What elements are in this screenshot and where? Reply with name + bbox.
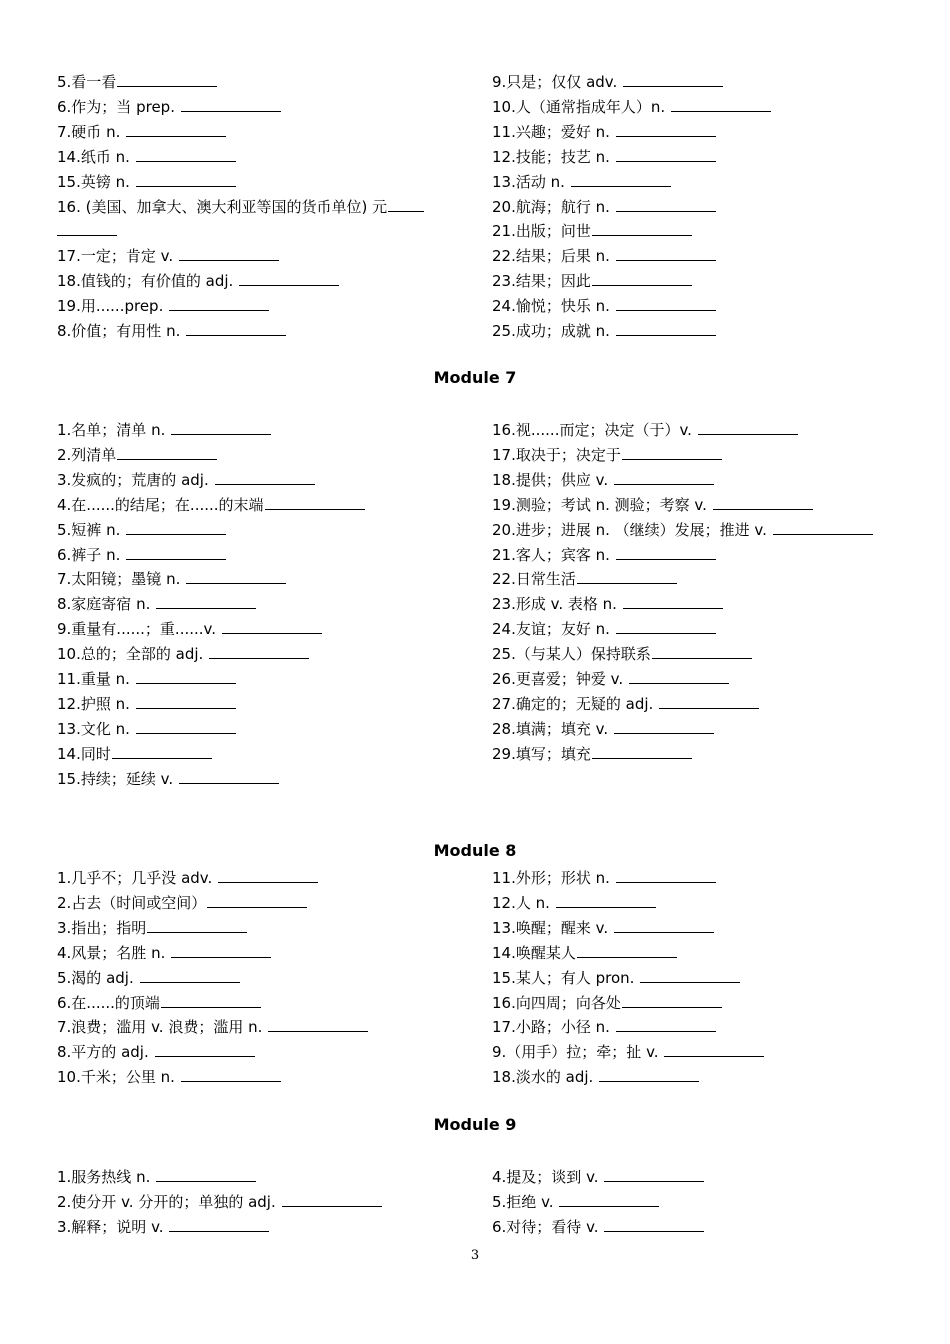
answer-blank[interactable] xyxy=(136,693,236,709)
vocab-item: 20.进步；进展 n. （继续）发展；推进 v. xyxy=(492,518,932,543)
answer-blank[interactable] xyxy=(265,494,365,510)
answer-blank[interactable] xyxy=(577,942,677,958)
vocab-item-continuation xyxy=(57,219,467,244)
answer-blank[interactable] xyxy=(112,743,212,759)
answer-blank[interactable] xyxy=(218,867,318,883)
answer-blank[interactable] xyxy=(571,171,671,187)
answer-blank[interactable] xyxy=(179,245,279,261)
vocab-item: 5.短裤 n. xyxy=(57,518,467,543)
answer-blank[interactable] xyxy=(126,544,226,560)
vocab-item: 12.护照 n. xyxy=(57,692,467,717)
module-9-left-column xyxy=(57,1165,467,1240)
answer-blank[interactable] xyxy=(698,419,798,435)
vocab-item: 29.填写；填充 xyxy=(492,742,932,767)
answer-blank[interactable] xyxy=(616,295,716,311)
vocab-item: 17.小路；小径 n. xyxy=(492,1015,932,1040)
top-section-right-column xyxy=(492,70,932,344)
answer-blank[interactable] xyxy=(171,419,271,435)
answer-blank[interactable] xyxy=(629,668,729,684)
answer-blank[interactable] xyxy=(623,593,723,609)
answer-blank[interactable] xyxy=(616,146,716,162)
vocab-item: 9.只是；仅仅 adv. xyxy=(492,70,932,95)
vocab-item: 5.拒绝 v. xyxy=(492,1190,932,1215)
answer-blank[interactable] xyxy=(179,768,279,784)
vocab-item: 1.服务热线 n. xyxy=(57,1165,467,1190)
module-8-right-column xyxy=(492,866,932,1090)
answer-blank[interactable] xyxy=(604,1166,704,1182)
vocab-item: 7.硬币 n. xyxy=(57,120,467,145)
vocab-item: 5.看一看 xyxy=(57,70,467,95)
answer-blank[interactable] xyxy=(592,743,692,759)
vocab-item: 15.持续；延续 v. xyxy=(57,767,467,792)
vocab-item: 13.文化 n. xyxy=(57,717,467,742)
answer-blank[interactable] xyxy=(136,668,236,684)
module-9-title: Module 9 xyxy=(433,1115,517,1134)
answer-blank[interactable] xyxy=(140,967,240,983)
vocab-item: 25.成功；成就 n. xyxy=(492,319,932,344)
vocab-item: 28.填满；填充 v. xyxy=(492,717,932,742)
answer-blank[interactable] xyxy=(209,643,309,659)
answer-blank[interactable] xyxy=(599,1066,699,1082)
answer-blank[interactable] xyxy=(773,519,873,535)
answer-blank[interactable] xyxy=(136,718,236,734)
vocab-item: 9.（用手）拉；牵；扯 v. xyxy=(492,1040,932,1065)
answer-blank[interactable] xyxy=(161,992,261,1008)
vocab-item: 12.技能；技艺 n. xyxy=(492,145,932,170)
answer-blank[interactable] xyxy=(664,1041,764,1057)
vocab-item: 20.航海；航行 n. xyxy=(492,195,932,220)
module-8-title: Module 8 xyxy=(433,841,517,860)
vocab-item: 21.客人；宾客 n. xyxy=(492,543,932,568)
module-7-title: Module 7 xyxy=(433,368,517,387)
answer-blank[interactable] xyxy=(616,196,716,212)
answer-blank[interactable] xyxy=(616,320,716,336)
answer-blank[interactable] xyxy=(604,1216,704,1232)
answer-blank[interactable] xyxy=(222,618,322,634)
vocab-item: 2.使分开 v. 分开的；单独的 adj. xyxy=(57,1190,467,1215)
vocab-item: 14.唤醒某人 xyxy=(492,941,932,966)
answer-blank[interactable] xyxy=(207,892,307,908)
vocab-item: 4.提及；谈到 v. xyxy=(492,1165,932,1190)
vocab-item: 19.测验；考试 n. 测验；考察 v. xyxy=(492,493,932,518)
vocab-item: 7.浪费；滥用 v. 浪费；滥用 n. xyxy=(57,1015,467,1040)
module-8-left-column xyxy=(57,866,467,1090)
answer-blank[interactable] xyxy=(623,71,723,87)
answer-blank[interactable] xyxy=(671,96,771,112)
answer-blank[interactable] xyxy=(640,967,740,983)
vocab-item: 1.几乎不；几乎没 adv. xyxy=(57,866,467,891)
answer-blank[interactable] xyxy=(614,469,714,485)
answer-blank[interactable] xyxy=(126,121,226,137)
vocab-item: 6.裤子 n. xyxy=(57,543,467,568)
answer-blank[interactable] xyxy=(171,942,271,958)
answer-blank[interactable] xyxy=(268,1016,368,1032)
vocab-item: 6.在......的顶端 xyxy=(57,991,467,1016)
vocab-item: 15.某人；有人 pron. xyxy=(492,966,932,991)
module-7-left-column xyxy=(57,418,467,792)
vocab-item: 8.平方的 adj. xyxy=(57,1040,467,1065)
answer-blank[interactable] xyxy=(181,96,281,112)
vocab-item: 8.家庭寄宿 n. xyxy=(57,592,467,617)
vocab-item: 23.形成 v. 表格 n. xyxy=(492,592,932,617)
answer-blank[interactable] xyxy=(616,867,716,883)
answer-blank[interactable] xyxy=(186,320,286,336)
vocab-item: 10.总的；全部的 adj. xyxy=(57,642,467,667)
answer-blank[interactable] xyxy=(616,245,716,261)
vocab-item: 18.值钱的；有价值的 adj. xyxy=(57,269,467,294)
answer-blank[interactable] xyxy=(616,121,716,137)
vocab-item: 17.取决于；决定于 xyxy=(492,443,932,468)
answer-blank[interactable] xyxy=(388,196,424,212)
answer-blank[interactable] xyxy=(616,544,716,560)
vocab-item: 3.解释；说明 v. xyxy=(57,1215,467,1240)
vocab-item: 19.用......prep. xyxy=(57,294,467,319)
vocab-item: 14.纸币 n. xyxy=(57,145,467,170)
answer-blank[interactable] xyxy=(282,1191,382,1207)
vocab-item: 3.指出；指明 xyxy=(57,916,467,941)
vocab-item: 26.更喜爱；钟爱 v. xyxy=(492,667,932,692)
top-section-left-column xyxy=(57,70,467,344)
vocab-item: 3.发疯的；荒唐的 adj. xyxy=(57,468,467,493)
answer-blank[interactable] xyxy=(117,444,217,460)
vocab-item: 2.列清单 xyxy=(57,443,467,468)
vocab-item: 23.结果；因此 xyxy=(492,269,932,294)
page-number: 3 xyxy=(470,1248,480,1263)
vocab-item: 24.愉悦；快乐 n. xyxy=(492,294,932,319)
answer-blank[interactable] xyxy=(622,992,722,1008)
vocab-item: 6.对待；看待 v. xyxy=(492,1215,932,1240)
vocab-item: 11.外形；形状 n. xyxy=(492,866,932,891)
answer-blank[interactable] xyxy=(156,1166,256,1182)
answer-blank[interactable] xyxy=(559,1191,659,1207)
vocab-item: 5.渴的 adj. xyxy=(57,966,467,991)
answer-blank[interactable] xyxy=(169,295,269,311)
vocab-item: 22.结果；后果 n. xyxy=(492,244,932,269)
vocab-item: 6.作为；当 prep. xyxy=(57,95,467,120)
vocab-item: 27.确定的；无疑的 adj. xyxy=(492,692,932,717)
vocab-item: 11.兴趣；爱好 n. xyxy=(492,120,932,145)
answer-blank[interactable] xyxy=(577,568,677,584)
vocab-item: 25.（与某人）保持联系 xyxy=(492,642,932,667)
vocab-item: 15.英镑 n. xyxy=(57,170,467,195)
answer-blank[interactable] xyxy=(181,1066,281,1082)
answer-blank[interactable] xyxy=(147,917,247,933)
answer-blank[interactable] xyxy=(136,146,236,162)
vocab-item: 18.提供；供应 v. xyxy=(492,468,932,493)
vocab-item: 1.名单；清单 n. xyxy=(57,418,467,443)
answer-blank[interactable] xyxy=(126,519,226,535)
vocab-item: 8.价值；有用性 n. xyxy=(57,319,467,344)
answer-blank[interactable] xyxy=(652,643,752,659)
vocab-item: 7.太阳镜；墨镜 n. xyxy=(57,567,467,592)
vocab-item: 9.重量有......；重......v. xyxy=(57,617,467,642)
vocab-item: 13.唤醒；醒来 v. xyxy=(492,916,932,941)
vocab-item: 2.占去（时间或空间） xyxy=(57,891,467,916)
vocab-item: 16.视......而定；决定（于）v. xyxy=(492,418,932,443)
answer-blank[interactable] xyxy=(592,220,692,236)
answer-blank[interactable] xyxy=(622,444,722,460)
vocab-item: 24.友谊；友好 n. xyxy=(492,617,932,642)
answer-blank[interactable] xyxy=(136,171,236,187)
vocab-item: 4.在......的结尾；在......的末端 xyxy=(57,493,467,518)
module-7-right-column xyxy=(492,418,932,767)
vocab-item: 16.向四周；向各处 xyxy=(492,991,932,1016)
vocab-item: 10.千米；公里 n. xyxy=(57,1065,467,1090)
answer-blank[interactable] xyxy=(155,1041,255,1057)
vocab-item: 18.淡水的 adj. xyxy=(492,1065,932,1090)
vocab-item: 4.风景；名胜 n. xyxy=(57,941,467,966)
answer-blank[interactable] xyxy=(57,220,117,236)
answer-blank[interactable] xyxy=(592,270,692,286)
vocab-item: 16. (美国、加拿大、澳大利亚等国的货币单位) 元 xyxy=(57,195,467,220)
vocab-item: 17.一定；肯定 v. xyxy=(57,244,467,269)
answer-blank[interactable] xyxy=(556,892,656,908)
module-9-right-column xyxy=(492,1165,932,1240)
vocab-item: 14.同时 xyxy=(57,742,467,767)
vocab-item: 11.重量 n. xyxy=(57,667,467,692)
answer-blank[interactable] xyxy=(614,917,714,933)
vocab-item: 13.活动 n. xyxy=(492,170,932,195)
answer-blank[interactable] xyxy=(169,1216,269,1232)
vocab-item: 21.出版；问世 xyxy=(492,219,932,244)
answer-blank[interactable] xyxy=(616,1016,716,1032)
answer-blank[interactable] xyxy=(659,693,759,709)
vocab-item: 22.日常生活 xyxy=(492,567,932,592)
answer-blank[interactable] xyxy=(239,270,339,286)
answer-blank[interactable] xyxy=(614,718,714,734)
answer-blank[interactable] xyxy=(713,494,813,510)
vocab-item: 10.人（通常指成年人）n. xyxy=(492,95,932,120)
vocab-item: 12.人 n. xyxy=(492,891,932,916)
answer-blank[interactable] xyxy=(156,593,256,609)
answer-blank[interactable] xyxy=(117,71,217,87)
answer-blank[interactable] xyxy=(616,618,716,634)
answer-blank[interactable] xyxy=(186,568,286,584)
answer-blank[interactable] xyxy=(215,469,315,485)
